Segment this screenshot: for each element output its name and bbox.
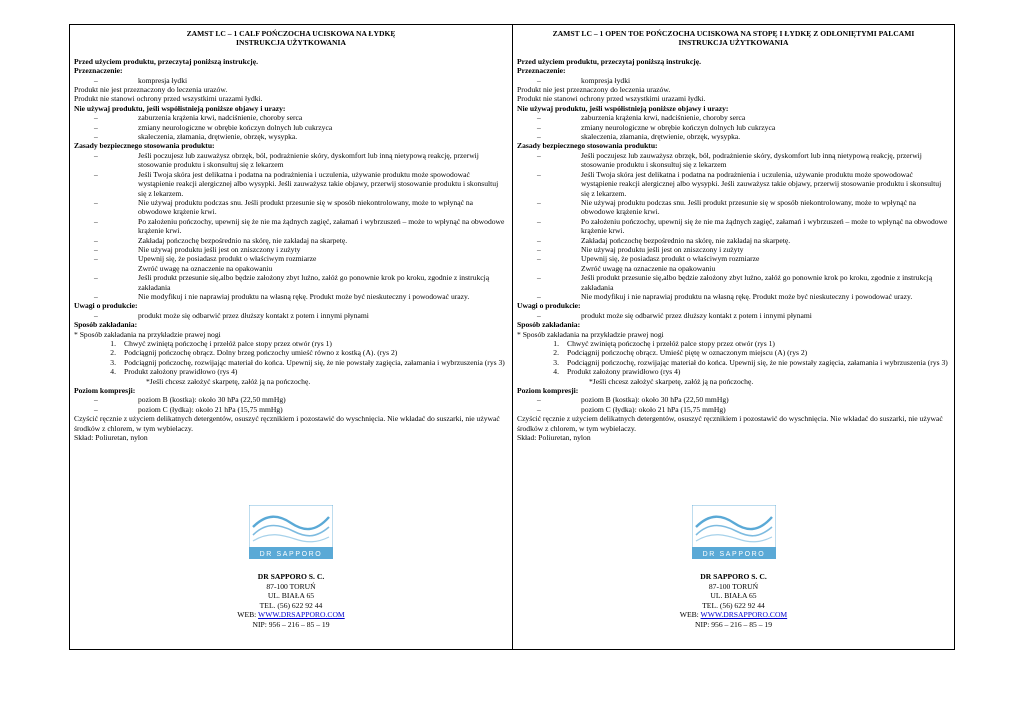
list-item-text: Nie używaj produktu podczas snu. Jeśli produkt przesunie się w sposób niekontrolowany, może to wpłynąć na obwodowe krążenie krwi. bbox=[138, 197, 474, 217]
list-item-text: Nie używaj produktu podczas snu. Jeśli produkt przesunie się w sposób niekontrolowany, może to wpłynąć na obwodowe krążenie krwi. bbox=[581, 197, 917, 217]
web-label: WEB: bbox=[679, 610, 699, 620]
safety-heading: Zasady bezpiecznego stosowania produktu: bbox=[517, 141, 658, 151]
list-item-line: Zwróć uwagę na oznaczenie na opakowaniu bbox=[138, 263, 273, 273]
list-item bbox=[74, 76, 508, 85]
read-before-note: Przed użyciem produktu, przeczytaj poniższą instrukcję. bbox=[517, 56, 701, 66]
safety-heading: Zasady bezpiecznego stosowania produktu: bbox=[74, 141, 215, 151]
step-item bbox=[74, 367, 508, 376]
list-item-text: zmiany neurologiczne w obrębie kończyn dolnych lub cukrzyca bbox=[138, 122, 333, 132]
list-item-text: Nie modyfikuj i nie naprawiaj produktu na własną rękę. Produkt może być nieskuteczny i powodować urazy. bbox=[581, 291, 913, 301]
dash-bullet: – bbox=[94, 150, 98, 160]
document-frame bbox=[69, 24, 955, 650]
list-item bbox=[517, 245, 950, 254]
putting-on-note: * Sposób zakładania na przykładzie prawej nogi bbox=[517, 329, 664, 339]
list-item-text bbox=[116, 254, 508, 273]
dash-bullet: – bbox=[94, 404, 98, 414]
step-number: 4. bbox=[110, 367, 116, 377]
company-phone: TEL. (56) 622 92 44 bbox=[702, 600, 765, 610]
dash-bullet: – bbox=[94, 254, 98, 264]
dash-bullet: – bbox=[537, 395, 541, 405]
compression-heading: Poziom kompresji: bbox=[74, 386, 136, 396]
compression-list bbox=[74, 395, 508, 414]
dash-bullet: – bbox=[537, 169, 541, 179]
dash-bullet: – bbox=[537, 122, 541, 132]
product-name: ZAMST LC – 1 CALF POŃCZOCHA UCISKOWA NA ŁYDKĘ bbox=[186, 29, 396, 38]
step-number: 3. bbox=[110, 357, 116, 367]
list-item bbox=[517, 151, 950, 170]
list-item-text: zaburzenia krążenia krwi, nadciśnienie, choroby serca bbox=[581, 113, 746, 123]
plain-line: Produkt nie jest przeznaczony do leczenia urazów. bbox=[517, 85, 671, 95]
company-footer bbox=[513, 505, 954, 630]
purpose-list bbox=[74, 76, 508, 85]
step-item bbox=[517, 339, 950, 348]
step-item bbox=[517, 358, 950, 367]
list-item bbox=[517, 292, 950, 301]
list-item-line: Upewnij się, że posiadasz produkt o właściwym rozmiarze bbox=[138, 254, 317, 264]
remarks-heading: Uwagi o produkcie: bbox=[74, 301, 138, 311]
step-text: Chwyć zwiniętą pończochę i przełóż palce stopy przez otwór (rys 1) bbox=[124, 339, 332, 348]
list-item bbox=[517, 170, 950, 198]
company-nip: NIP: 956 – 216 – 85 – 19 bbox=[695, 619, 772, 629]
list-item bbox=[74, 311, 508, 320]
list-item-text: zmiany neurologiczne w obrębie kończyn dolnych lub cukrzyca bbox=[581, 122, 776, 132]
list-item-text: Jeśli produkt przesunie się,albo będzie założony zbyt luźno, załóż go ponownie krok po kroku, zgodnie z instrukcją zakładania bbox=[581, 273, 933, 292]
instruction-heading: INSTRUKCJA UŻYTKOWANIA bbox=[236, 38, 346, 48]
dash-bullet: – bbox=[537, 197, 541, 207]
dr-sapporo-logo bbox=[249, 505, 333, 559]
step-number: 1. bbox=[553, 339, 559, 348]
putting-on-heading: Sposób zakładania: bbox=[517, 320, 581, 330]
plain-line: Produkt nie stanowi ochrony przed wszystkimi urazami łydki. bbox=[74, 94, 263, 104]
list-item-text bbox=[559, 254, 950, 273]
dash-bullet: – bbox=[94, 273, 98, 283]
step-item bbox=[517, 348, 950, 357]
company-phone: TEL. (56) 622 92 44 bbox=[259, 600, 323, 610]
list-item bbox=[517, 198, 950, 217]
list-item bbox=[517, 236, 950, 245]
dash-bullet: – bbox=[537, 291, 541, 301]
list-item-text: poziom B (kostka): około 30 hPa (22,50 mmHg) bbox=[581, 395, 729, 405]
steps-list bbox=[74, 339, 508, 377]
list-item bbox=[74, 198, 508, 217]
dash-bullet: – bbox=[94, 113, 98, 123]
dash-bullet: – bbox=[94, 75, 98, 85]
list-item-text: Po założeniu pończochy, upewnij się że nie ma żądnych zagięć, załamań i wybrzuszeń – może to wpłynąć na obwodowe krążenie krwi. bbox=[138, 216, 505, 236]
list-item-line: Zwróć uwagę na oznaczenie na opakowaniu bbox=[581, 263, 716, 273]
company-web bbox=[70, 610, 512, 620]
step-item bbox=[517, 367, 950, 376]
list-item bbox=[517, 113, 950, 122]
remarks-heading: Uwagi o produkcie: bbox=[517, 301, 581, 311]
logo-text: DR SAPPORO bbox=[702, 551, 765, 558]
dash-bullet: – bbox=[537, 404, 541, 414]
dash-bullet: – bbox=[537, 132, 541, 142]
list-item-text: zaburzenia krążenia krwi, nadciśnienie, choroby serca bbox=[138, 113, 303, 123]
step-number: 3. bbox=[553, 357, 559, 367]
dash-bullet: – bbox=[537, 216, 541, 226]
company-nip: NIP: 956 – 216 – 85 – 19 bbox=[252, 619, 330, 629]
dr-sapporo-logo bbox=[692, 505, 776, 559]
list-item bbox=[74, 123, 508, 132]
remarks-list bbox=[517, 311, 950, 320]
dash-bullet: – bbox=[537, 244, 541, 254]
list-item bbox=[517, 311, 950, 320]
list-item-text: Nie używaj produktu jeśli jest on zniszczony i zużyty bbox=[581, 244, 744, 254]
dash-bullet: – bbox=[94, 244, 98, 254]
list-item bbox=[74, 217, 508, 236]
website-link[interactable]: WWW.DRSAPPORO.COM bbox=[258, 610, 345, 620]
putting-on-note: * Sposób zakładania na przykładzie prawej nogi bbox=[74, 329, 221, 339]
contraindications-list bbox=[517, 113, 950, 141]
instruction-heading: INSTRUKCJA UŻYTKOWANIA bbox=[678, 38, 789, 48]
list-item bbox=[74, 170, 508, 198]
step-text: Produkt założony prawidłowo (rys 4) bbox=[124, 367, 238, 377]
list-item-text: Jeśli poczujesz lub zauważysz obrzęk, ból, podrażnienie skóry, dyskomfort lub inną nietypową reakcję, przerwij stosowanie produktu i skonsultuj się z lekarzem bbox=[581, 150, 922, 170]
safety-list bbox=[74, 151, 508, 302]
list-item bbox=[74, 273, 508, 292]
dash-bullet: – bbox=[94, 395, 98, 405]
dash-bullet: – bbox=[94, 197, 98, 207]
list-item-text: Jeśli Twoja skóra jest delikatna i podatna na podrażnienia i uczulenia, używanie produktu może spowodować wystąpienie reakcji alergicznej albo wysypki. Jeśli zauważysz takie objawy, przerwij stosowanie produktu i skonsultuj się z lekarzem. bbox=[581, 169, 942, 198]
dash-bullet: – bbox=[94, 216, 98, 226]
company-street: UL. BIAŁA 65 bbox=[267, 591, 315, 601]
list-item-text: Zakładaj pończochę bezpośrednio na skórę, nie zakładaj na skarpetę. bbox=[581, 235, 791, 245]
composition: Skład: Poliuretan, nylon bbox=[74, 433, 148, 443]
step-item bbox=[74, 348, 508, 357]
dash-bullet: – bbox=[94, 310, 98, 320]
dash-bullet: – bbox=[537, 75, 541, 85]
dash-bullet: – bbox=[537, 235, 541, 245]
list-item bbox=[74, 132, 508, 141]
list-item bbox=[74, 254, 508, 273]
dash-bullet: – bbox=[94, 132, 98, 142]
list-item bbox=[517, 217, 950, 236]
safety-list bbox=[517, 151, 950, 302]
step-text: Podciągnij pończochę obrącz. Dolny brzeg pończochy umieść równo z kostką (A). (rys 2) bbox=[124, 348, 398, 358]
list-item-text: produkt może się odbarwić przez dłuższy kontakt z potem i innymi płynami bbox=[581, 310, 812, 320]
list-item-text: produkt może się odbarwić przez dłuższy kontakt z potem i innymi płynami bbox=[138, 310, 369, 320]
sock-note: *Jeśli chcesz założyć skarpetę, załóż ją na pończochę. bbox=[146, 376, 311, 386]
dash-bullet: – bbox=[537, 254, 541, 264]
list-item-text: poziom C (łydka): około 21 hPa (15,75 mmHg) bbox=[581, 404, 726, 414]
list-item-text: Po założeniu pończochy, upewnij się że nie ma żądnych zagięć, załamań i wybrzuszeń – może to wpłynąć na obwodowe krążenie krwi. bbox=[581, 216, 948, 236]
purpose-notes bbox=[517, 85, 950, 104]
dash-bullet: – bbox=[537, 113, 541, 123]
web-label: WEB: bbox=[237, 610, 257, 620]
purpose-heading: Przeznaczenie: bbox=[517, 66, 566, 76]
contraindications-list bbox=[74, 113, 508, 141]
document-title bbox=[74, 29, 508, 48]
list-item bbox=[74, 113, 508, 122]
company-street: UL. BIAŁA 65 bbox=[710, 591, 757, 601]
read-before-note: Przed użyciem produktu, przeczytaj poniższą instrukcję. bbox=[74, 56, 258, 66]
company-name: DR SAPPORO S. C. bbox=[700, 572, 767, 581]
list-item bbox=[74, 151, 508, 170]
dash-bullet: – bbox=[537, 150, 541, 160]
list-item bbox=[517, 254, 950, 273]
remarks-list bbox=[74, 311, 508, 320]
list-item-text: skaleczenia, złamania, drętwienie, obrzęk, wysypka. bbox=[138, 132, 298, 142]
step-text: Podciągnij pończochę, rozwijając materiał do końca. Upewnij się, że nie powstały zagięcia, załamania i wybrzuszenia (rys 3) bbox=[567, 357, 948, 367]
step-number: 2. bbox=[553, 348, 559, 358]
list-item-text: poziom C (łydka): około 21 hPa (15,75 mmHg) bbox=[138, 404, 283, 414]
step-number: 1. bbox=[110, 339, 116, 348]
step-text: Podciągnij pończochę, rozwijając materiał do końca. Upewnij się, że nie powstały zagięcia, załamania i wybrzuszenia (rys 3) bbox=[124, 357, 505, 367]
list-item-line: Upewnij się, że posiadasz produkt o właściwym rozmiarze bbox=[581, 254, 760, 264]
column-right bbox=[512, 25, 954, 649]
list-item-text: poziom B (kostka): około 30 hPa (22,50 mmHg) bbox=[138, 395, 286, 405]
dash-bullet: – bbox=[537, 310, 541, 320]
list-item bbox=[517, 132, 950, 141]
list-item bbox=[517, 123, 950, 132]
column-left bbox=[70, 25, 512, 649]
plain-line: Produkt nie jest przeznaczony do leczenia urazów. bbox=[74, 85, 228, 95]
company-name: DR SAPPORO S. C. bbox=[257, 572, 325, 581]
step-item bbox=[74, 339, 508, 348]
list-item-text: kompresja łydki bbox=[581, 75, 631, 85]
contraindications-heading: Nie używaj produktu, jeśli współistnieją poniższe objawy i urazy: bbox=[517, 103, 729, 113]
contraindications-heading: Nie używaj produktu, jeśli współistnieją poniższe objawy i urazy: bbox=[74, 103, 286, 113]
sock-note: *Jeśli chcesz założyć skarpetę, załóż ją na pończochę. bbox=[589, 376, 754, 386]
list-item-text: Zakładaj pończochę bezpośrednio na skórę, nie zakładaj na skarpetę. bbox=[138, 235, 348, 245]
list-item bbox=[517, 395, 950, 404]
product-name: ZAMST LC – 1 OPEN TOE POŃCZOCHA UCISKOWA NA STOPĘ I ŁYDKĘ Z ODŁONIĘTYMI PALCAMI bbox=[552, 29, 915, 38]
document-title bbox=[517, 29, 950, 48]
care-instructions: Czyścić ręcznie z użyciem delikatnych detergentów, osuszyć ręcznikiem i pozostawić do wyschnięcia. Nie wkładać do suszarki, nie używać środków z chlorem, w tym wybielaczy. bbox=[517, 414, 943, 433]
plain-line: Produkt nie stanowi ochrony przed wszystkimi urazami łydki. bbox=[517, 94, 706, 104]
dash-bullet: – bbox=[94, 235, 98, 245]
list-item bbox=[74, 405, 508, 414]
website-link[interactable]: WWW.DRSAPPORO.COM bbox=[700, 610, 788, 620]
dash-bullet: – bbox=[94, 169, 98, 179]
list-item-text: kompresja łydki bbox=[138, 75, 188, 85]
composition: Skład: Poliuretan, nylon bbox=[517, 433, 591, 443]
step-number: 2. bbox=[110, 348, 116, 358]
list-item bbox=[517, 273, 950, 292]
dash-bullet: – bbox=[94, 122, 98, 132]
list-item bbox=[74, 395, 508, 404]
list-item-text: skaleczenia, złamania, drętwienie, obrzęk, wysypka. bbox=[581, 132, 741, 142]
list-item-text: Jeśli produkt przesunie się,albo będzie założony zbyt luźno, załóż go ponownie krok po kroku, zgodnie z instrukcją zakładania bbox=[138, 273, 490, 292]
dash-bullet: – bbox=[94, 291, 98, 301]
list-item-text: Jeśli Twoja skóra jest delikatna i podatna na podrażnienia i uczulenia, używanie produktu może spowodować wystąpienie reakcji alergicznej albo wysypki. Jeśli zauważysz takie objawy, przerwij stosowanie produktu i skonsultuj się z lekarzem. bbox=[138, 169, 499, 198]
list-item bbox=[74, 292, 508, 301]
list-item-text: Nie używaj produktu jeśli jest on zniszczony i zużyty bbox=[138, 244, 301, 254]
steps-list bbox=[517, 339, 950, 377]
compression-heading: Poziom kompresji: bbox=[517, 386, 579, 396]
step-text: Produkt założony prawidłowo (rys 4) bbox=[567, 367, 681, 377]
putting-on-heading: Sposób zakładania: bbox=[74, 320, 138, 330]
list-item-text: Nie modyfikuj i nie naprawiaj produktu na własną rękę. Produkt może być nieskuteczny i powodować urazy. bbox=[138, 291, 470, 301]
step-item bbox=[74, 358, 508, 367]
purpose-notes bbox=[74, 85, 508, 104]
step-text: Chwyć zwiniętą pończochę i przełóż palce stopy przez otwór (rys 1) bbox=[567, 339, 775, 348]
list-item bbox=[74, 245, 508, 254]
step-number: 4. bbox=[553, 367, 559, 377]
care-instructions: Czyścić ręcznie z użyciem delikatnych detergentów, osuszyć ręcznikiem i pozostawić do wyschnięcia. Nie wkładać do suszarki, nie używać środków z chlorem, w tym wybielaczy. bbox=[74, 414, 500, 433]
purpose-heading: Przeznaczenie: bbox=[74, 66, 123, 76]
company-web bbox=[513, 610, 954, 620]
list-item bbox=[74, 236, 508, 245]
compression-list bbox=[517, 395, 950, 414]
purpose-list bbox=[517, 76, 950, 85]
step-text: Podciągnij pończochę obrącz. Umieść piętę w oznaczonym miejscu (A) (rys 2) bbox=[567, 348, 808, 358]
company-footer bbox=[70, 505, 512, 630]
list-item bbox=[517, 405, 950, 414]
list-item-text: Jeśli poczujesz lub zauważysz obrzęk, ból, podrażnienie skóry, dyskomfort lub inną nietypową reakcję, przerwij stosowanie produktu i skonsultuj się z lekarzem bbox=[138, 150, 479, 170]
company-postcode: 87-100 TORUŃ bbox=[708, 581, 759, 591]
list-item bbox=[517, 76, 950, 85]
dash-bullet: – bbox=[537, 273, 541, 283]
logo-text: DR SAPPORO bbox=[259, 551, 323, 558]
company-postcode: 87-100 TORUŃ bbox=[266, 581, 316, 591]
